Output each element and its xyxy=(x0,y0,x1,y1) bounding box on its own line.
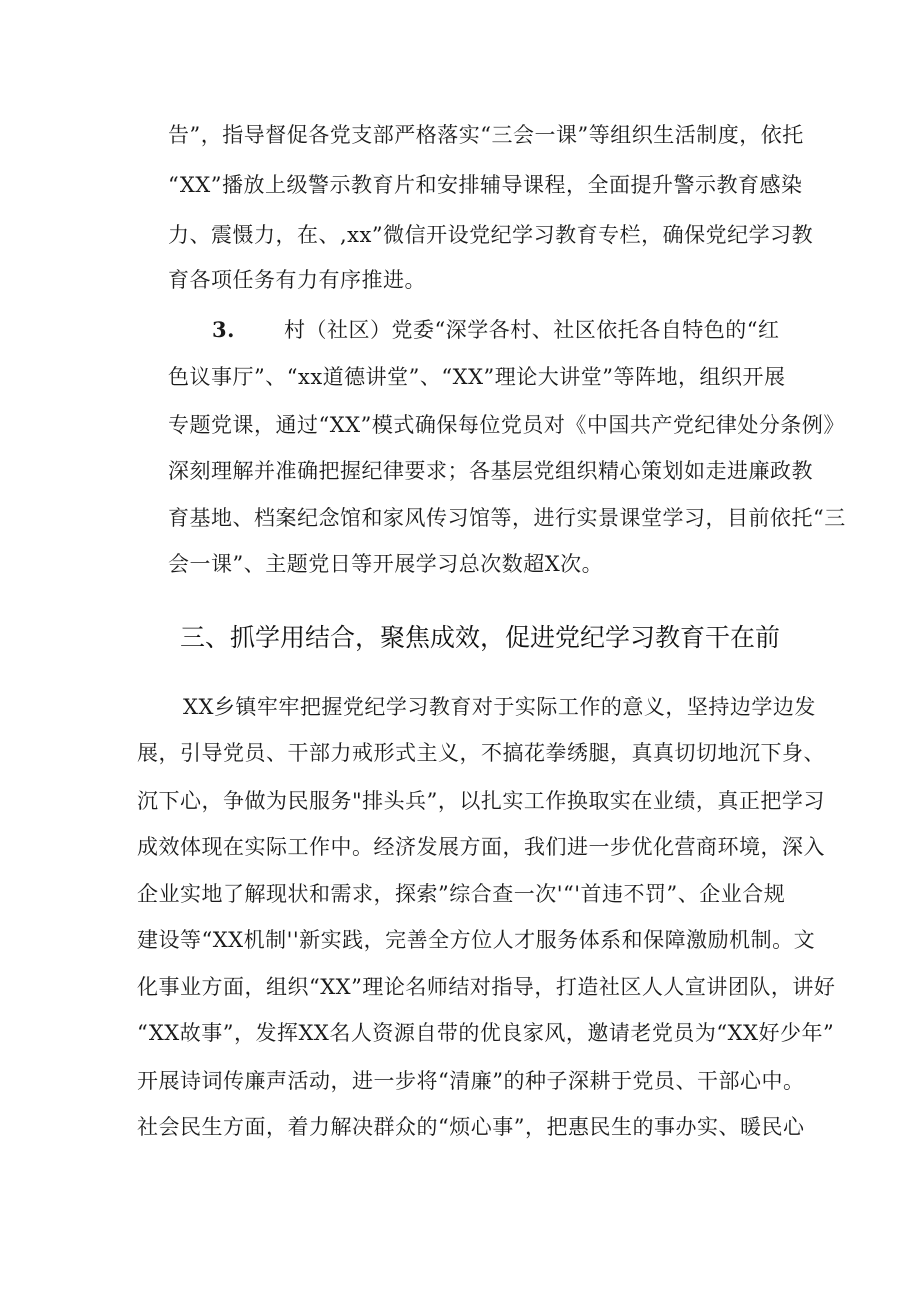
paragraph1-line-4: 育各项任务有力有序推进。 xyxy=(168,268,426,292)
paragraph3-line-6: 建设等“XX机制''新实践，完善全方位人才服务体系和保障激励机制。文 xyxy=(137,928,816,952)
paragraph3-line-3: 沉下心，争做为民服务"排头兵”，以扎实工作换取实在业绩，真正把学习 xyxy=(137,789,825,813)
paragraph2-line-6: 会一课”、主题党日等开展学习总次数超X次。 xyxy=(168,552,604,576)
paragraph2-line-5: 育基地、档案纪念馆和家风传习馆等，进行实景课堂学习，目前依托“三 xyxy=(168,506,846,530)
paragraph3-line-2: 展，引导党员、干部力戒形式主义，不搞花拳绣腿，真真切切地沉下身、 xyxy=(137,741,825,765)
paragraph1-line-2: “XX”播放上级警示教育片和安排辅导课程，全面提升警示教育感染 xyxy=(168,173,803,197)
paragraph3-line-5: 企业实地了解现状和需求，探索”综合查一次'“'首违不罚”、企业合规 xyxy=(137,882,786,906)
paragraph3-line-9: 开展诗词传廉声活动，进一步将“清廉”的种子深耕于党员、干部心中。 xyxy=(137,1069,805,1093)
paragraph2-line-1 xyxy=(212,317,802,343)
paragraph1-line-3: 力、震慑力，在、,xx”微信开设党纪学习教育专栏，确保党纪学习教 xyxy=(168,223,814,247)
paragraph3-line-10: 社会民生方面，着力解决群众的“烦心事”，把惠民生的事办实、暖民心 xyxy=(137,1115,805,1139)
paragraph1-line-1: 告”，指导督促各党支部严格落实“三会一课”等组织生活制度，依托 xyxy=(168,123,804,147)
paragraph3-line-8: “XX故事”，发挥XX名人资源自带的优良家风，邀请老党员为“XX好少年” xyxy=(137,1021,835,1045)
paragraph2-line-2: 色议事厅”、“xx道德讲堂”、“XX”理论大讲堂”等阵地，组织开展 xyxy=(168,365,786,389)
list-number: 3. xyxy=(212,317,235,342)
paragraph3-line-7: 化事业方面，组织“XX”理论名师结对指导，打造社区人人宣讲团队，讲好 xyxy=(137,975,836,999)
paragraph2-line-4: 深刻理解并准确把握纪律要求；各基层党组织精心策划如走进廉政教 xyxy=(168,459,813,483)
paragraph2-line-3: 专题党课，通过“XX”模式确保每位党员对《中国共产党纪律处分条例》 xyxy=(168,413,845,437)
paragraph2-line-1-text: 村（社区）党委“深学各村、社区依托各自特色的“红 xyxy=(284,318,780,342)
paragraph3-line-4: 成效体现在实际工作中。经济发展方面，我们进一步优化营商环境，深入 xyxy=(137,835,825,859)
section-heading: 三、抓学用结合，聚焦成效，促进党纪学习教育干在前 xyxy=(180,623,781,652)
paragraph3-line-1: XX乡镇牢牢把握党纪学习教育对于实际工作的意义，坚持边学边发 xyxy=(183,695,816,719)
